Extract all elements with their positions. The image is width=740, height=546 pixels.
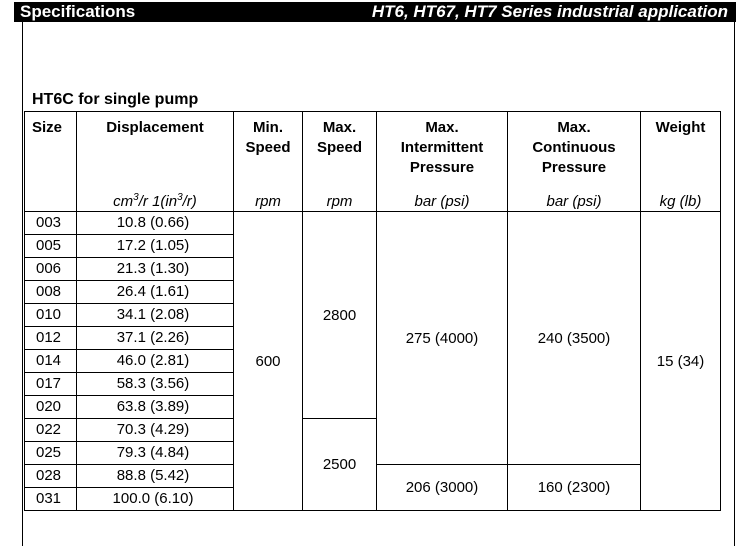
min-speed-header [234,112,303,192]
displacement-cell: 58.3 (3.56) [77,373,234,396]
displacement-cell: 63.8 (3.89) [77,396,234,419]
unit-part: /r 1(in [138,193,178,210]
header-left-title: Specifications [20,2,136,21]
max-speed-cell: 2800 [303,212,377,419]
displacement-cell: 46.0 (2.81) [77,350,234,373]
header-row [25,112,721,192]
displacement-header: Displacement [77,112,234,192]
max-intermittent-header [377,112,508,192]
size-cell: 003 [25,212,77,235]
frame-right-border [734,22,735,546]
min-speed-unit: rpm [234,191,303,212]
weight-header: Weight [641,112,721,192]
unit-superscript: 3 [133,192,139,203]
max-speed-unit: rpm [303,191,377,212]
size-cell: 008 [25,281,77,304]
size-cell: 025 [25,442,77,465]
size-cell: 005 [25,235,77,258]
max-speed-header [303,112,377,192]
max-continuous-header [508,112,641,192]
displacement-cell: 37.1 (2.26) [77,327,234,350]
table-row [25,212,721,235]
size-unit [25,191,77,212]
displacement-cell: 70.3 (4.29) [77,419,234,442]
max-speed-header-line: Max. [322,119,357,136]
max-speed-cell: 2500 [303,419,377,511]
displacement-cell: 26.4 (1.61) [77,281,234,304]
unit-part: /r) [182,193,197,210]
size-cell: 022 [25,419,77,442]
size-cell: 028 [25,465,77,488]
size-header: Size [25,112,77,192]
min-speed-cell: 600 [234,212,303,511]
specifications-table [24,111,721,511]
weight-cell: 15 (34) [641,212,721,511]
displacement-cell: 21.3 (1.30) [77,258,234,281]
displacement-unit [77,191,234,212]
table-title: HT6C for single pump [32,91,199,108]
max-intermittent-header-line: Pressure [409,159,475,176]
header-right-title: HT6, HT67, HT7 Series industrial application [371,2,728,21]
size-cell: 014 [25,350,77,373]
max-intermittent-header-line: Max. [425,119,459,136]
size-cell: 006 [25,258,77,281]
max-continuous-unit: bar (psi) [508,191,641,212]
size-cell: 020 [25,396,77,419]
header-bar [14,2,736,22]
size-cell: 017 [25,373,77,396]
unit-superscript: 3 [177,192,183,203]
displacement-cell: 88.8 (5.42) [77,465,234,488]
max-continuous-header-line: Pressure [541,159,607,176]
intermittent-pressure-cell: 206 (3000) [377,465,508,511]
displacement-cell: 79.3 (4.84) [77,442,234,465]
min-speed-header-line: Min. [253,119,283,136]
size-cell: 012 [25,327,77,350]
size-cell: 010 [25,304,77,327]
max-intermittent-unit: bar (psi) [377,191,508,212]
continuous-pressure-cell: 240 (3500) [508,212,641,465]
weight-unit: kg (lb) [641,191,721,212]
displacement-cell: 10.8 (0.66) [77,212,234,235]
max-speed-header-line: Speed [316,139,362,156]
unit-row [25,191,721,212]
max-intermittent-header-line: Intermittent [400,139,484,156]
size-cell: 031 [25,488,77,511]
intermittent-pressure-cell: 275 (4000) [377,212,508,465]
displacement-cell: 100.0 (6.10) [77,488,234,511]
continuous-pressure-cell: 160 (2300) [508,465,641,511]
frame-left-border [22,22,23,546]
min-speed-header-line: Speed [245,139,291,156]
displacement-cell: 34.1 (2.08) [77,304,234,327]
max-continuous-header-line: Max. [557,119,591,136]
unit-part: cm [113,193,134,210]
displacement-cell: 17.2 (1.05) [77,235,234,258]
max-continuous-header-line: Continuous [532,139,616,156]
